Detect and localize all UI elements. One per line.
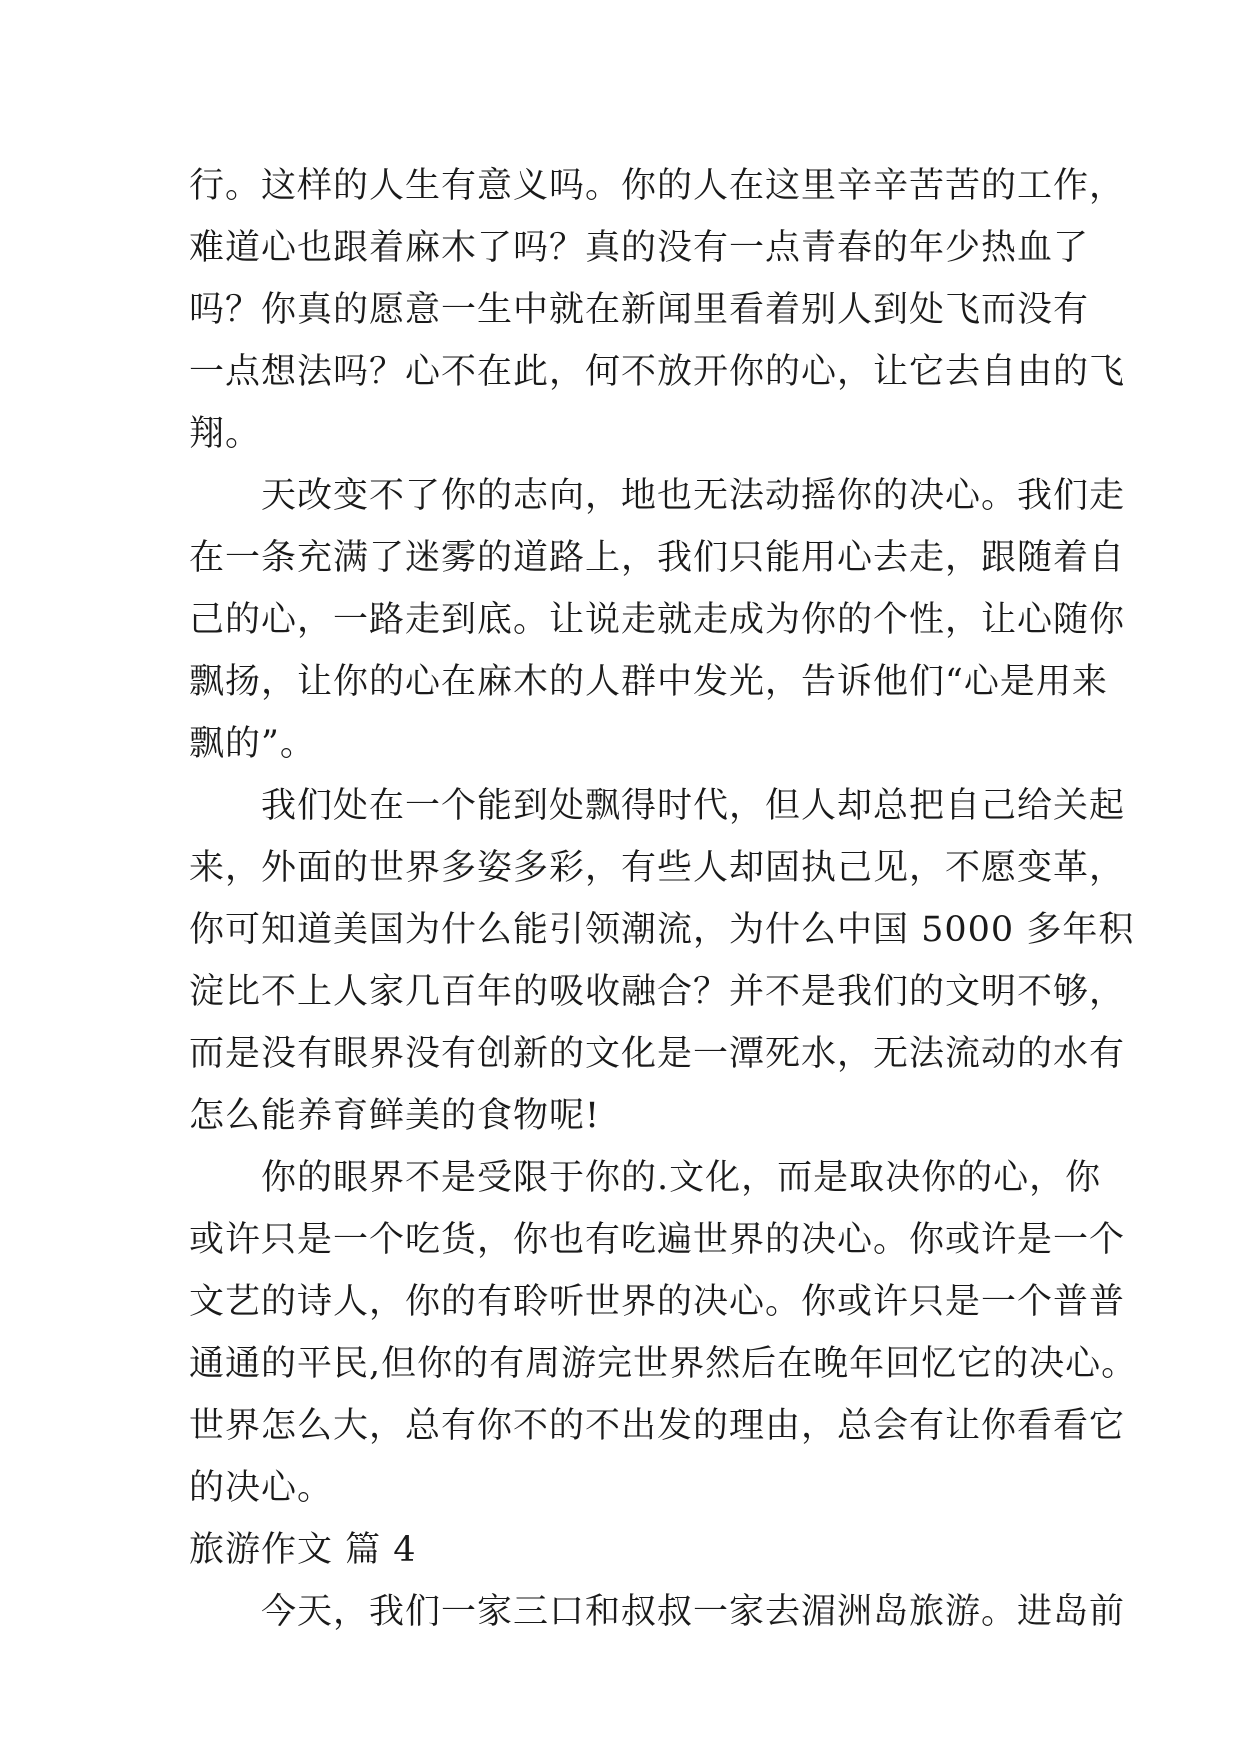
section-heading: 旅游作文 篇 4 bbox=[189, 1530, 417, 1570]
text-line: 文艺的诗人，你的有聆听世界的决心。你或许只是一个普普 bbox=[189, 1282, 1126, 1322]
text-line: 而是没有眼界没有创新的文化是一潭死水，无法流动的水有 bbox=[189, 1034, 1126, 1074]
text-line: 来，外面的世界多姿多彩，有些人却固执己见，不愿变革， bbox=[189, 848, 1126, 888]
text-line: 难道心也跟着麻木了吗？真的没有一点青春的年少热血了 bbox=[189, 228, 1090, 268]
text-line: 一点想法吗？心不在此，何不放开你的心，让它去自由的飞 bbox=[189, 352, 1126, 392]
text-line: 世界怎么大，总有你不的不出发的理由，总会有让你看看它 bbox=[189, 1406, 1126, 1446]
text-line: 怎么能养育鲜美的食物呢! bbox=[189, 1096, 601, 1136]
text-line: 淀比不上人家几百年的吸收融合？并不是我们的文明不够， bbox=[189, 972, 1126, 1012]
text-line: 翔。 bbox=[189, 414, 262, 454]
text-line: 天改变不了你的志向，地也无法动摇你的决心。我们走 bbox=[189, 476, 1126, 516]
text-line: 己的心，一路走到底。让说走就走成为你的个性，让心随你 bbox=[189, 600, 1126, 640]
text-line: 你可知道美国为什么能引领潮流，为什么中国 5000 多年积 bbox=[189, 910, 1135, 950]
body-text bbox=[189, 155, 1138, 1643]
text-line: 你的眼界不是受限于你的.文化，而是取决你的心，你 bbox=[189, 1158, 1102, 1198]
text-line: 飘扬，让你的心在麻木的人群中发光，告诉他们“心是用来 bbox=[189, 662, 1108, 702]
text-line: 或许只是一个吃货，你也有吃遍世界的决心。你或许是一个 bbox=[189, 1220, 1126, 1260]
text-line: 飘的”。 bbox=[189, 724, 316, 764]
text-line: 通通的平民,但你的有周游完世界然后在晚年回忆它的决心。 bbox=[189, 1344, 1138, 1384]
text-line: 在一条充满了迷雾的道路上，我们只能用心去走，跟随着自 bbox=[189, 538, 1126, 578]
text-line: 吗？你真的愿意一生中就在新闻里看着别人到处飞而没有 bbox=[189, 290, 1090, 330]
text-line: 行。这样的人生有意义吗。你的人在这里辛辛苦苦的工作， bbox=[189, 166, 1126, 206]
text-line: 我们处在一个能到处飘得时代，但人却总把自己给关起 bbox=[189, 786, 1126, 826]
text-line: 今天，我们一家三口和叔叔一家去湄洲岛旅游。进岛前 bbox=[189, 1592, 1126, 1632]
text-line: 的决心。 bbox=[189, 1468, 334, 1508]
